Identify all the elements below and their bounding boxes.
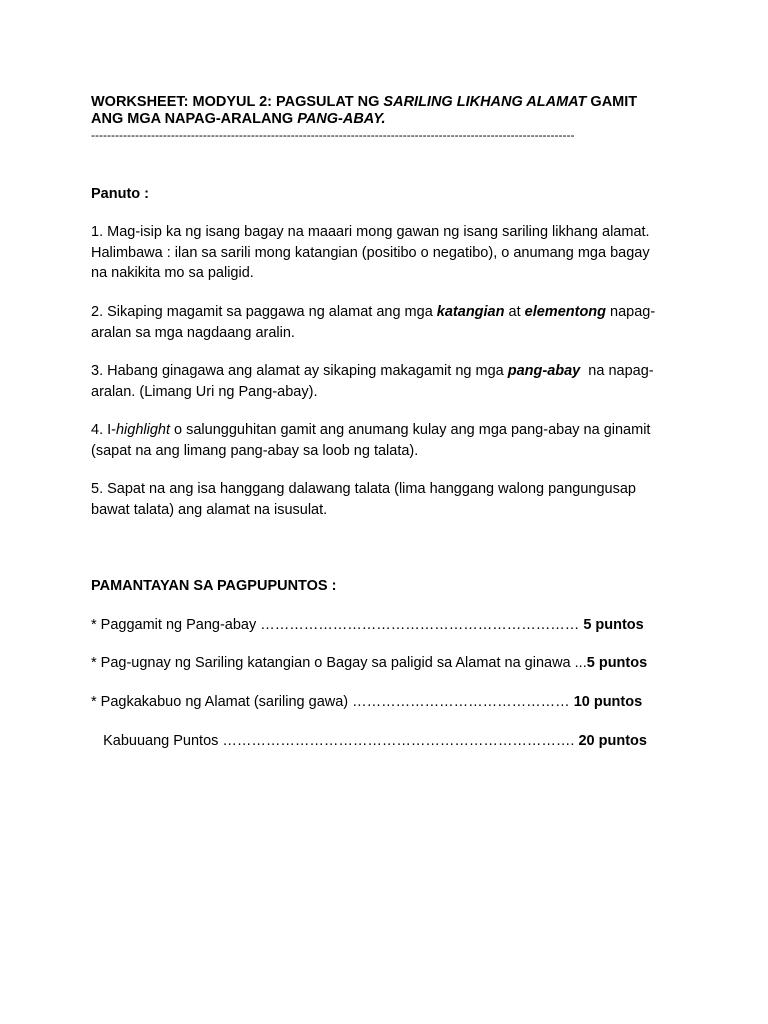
item-text: o salungguhitan gamit ang anumang kulay ang mga pang-abay na ginamit <box>170 422 651 438</box>
item-text: napag- <box>606 304 656 320</box>
item-text: 4. I- <box>91 422 116 438</box>
instruction-item-5 <box>91 479 681 520</box>
item-text: 2. Sikaping magamit sa paggawa ng alamat ang mga <box>91 304 437 320</box>
instruction-item-1 <box>91 222 681 284</box>
rubric-row <box>91 655 681 672</box>
item-line: 5. Sapat na ang isa hanggang dalawang talata (lima hanggang walong pangungusap <box>91 481 636 497</box>
item-line: (sapat na ang limang pang-abay sa loob ng talata). <box>91 442 419 459</box>
item-line: bawat talata) ang alamat na isusulat. <box>91 501 328 518</box>
item-text: at <box>504 304 525 320</box>
rubric-points: 5 puntos <box>583 617 644 633</box>
instruction-item-4 <box>91 420 681 461</box>
rubric-criterion: * Pagkakabuo ng Alamat (sariling gawa) ……………………………………… <box>91 694 574 710</box>
rubric-criterion: * Paggamit ng Pang-abay ………………………………………………………… <box>91 617 584 633</box>
item-line: 1. Mag-isip ka ng isang bagay na maaari mong gawan ng isang sariling likhang alamat. <box>91 224 650 240</box>
rubric-row <box>91 617 681 634</box>
emphasis-elementong: elementong <box>524 304 607 320</box>
instruction-item-2 <box>91 302 681 343</box>
item-line: aralan. (Limang Uri ng Pang-abay). <box>91 383 318 400</box>
rubric-row <box>91 694 681 711</box>
title-italic-text: SARILING LIKHANG ALAMAT <box>383 94 587 110</box>
rubric-heading: PAMANTAYAN SA PAGPUPUNTOS : <box>91 578 337 594</box>
item-line: na nakikita mo sa paligid. <box>91 265 254 281</box>
worksheet-title <box>91 94 691 128</box>
title-text: ANG MGA NAPAG-ARALANG <box>91 111 298 127</box>
title-text: WORKSHEET: MODYUL 2: PAGSULAT NG <box>91 94 384 110</box>
rubric-points: 10 puntos <box>573 694 643 710</box>
item-text: na napag- <box>580 363 654 379</box>
instruction-item-3 <box>91 361 681 402</box>
emphasis-katangian: katangian <box>436 304 505 320</box>
title-line-2 <box>91 111 691 128</box>
item-line <box>91 420 681 441</box>
title-line-1 <box>91 94 691 111</box>
instructions-heading: Panuto : <box>91 186 149 202</box>
title-italic-text: PANG-ABAY. <box>297 111 386 127</box>
emphasis-pang-abay: pang-abay <box>507 363 581 379</box>
rubric-points: 5 puntos <box>586 655 648 671</box>
rubric-total-row <box>91 733 681 750</box>
rubric-total-points: 20 puntos <box>578 733 647 749</box>
emphasis-highlight: highlight <box>115 422 170 438</box>
item-line <box>91 361 681 382</box>
item-line: Halimbawa : ilan sa sarili mong katangian (positibo o negatibo), o anumang mga bagay <box>91 244 650 261</box>
dashed-divider: ------------------------------------------------------------------------------------------------------------------------- <box>91 128 575 142</box>
title-text: GAMIT <box>586 94 638 110</box>
item-text: 3. Habang ginagawa ang alamat ay sikaping makagamit ng mga <box>91 363 508 379</box>
rubric-total-label: Kabuuang Puntos ………………………………………………………………. <box>91 733 579 749</box>
rubric-criterion: * Pag-ugnay ng Sariling katangian o Bagay sa paligid sa Alamat na ginawa ... <box>91 655 587 671</box>
item-line <box>91 302 681 323</box>
item-line: aralan sa mga nagdaang aralin. <box>91 324 295 341</box>
